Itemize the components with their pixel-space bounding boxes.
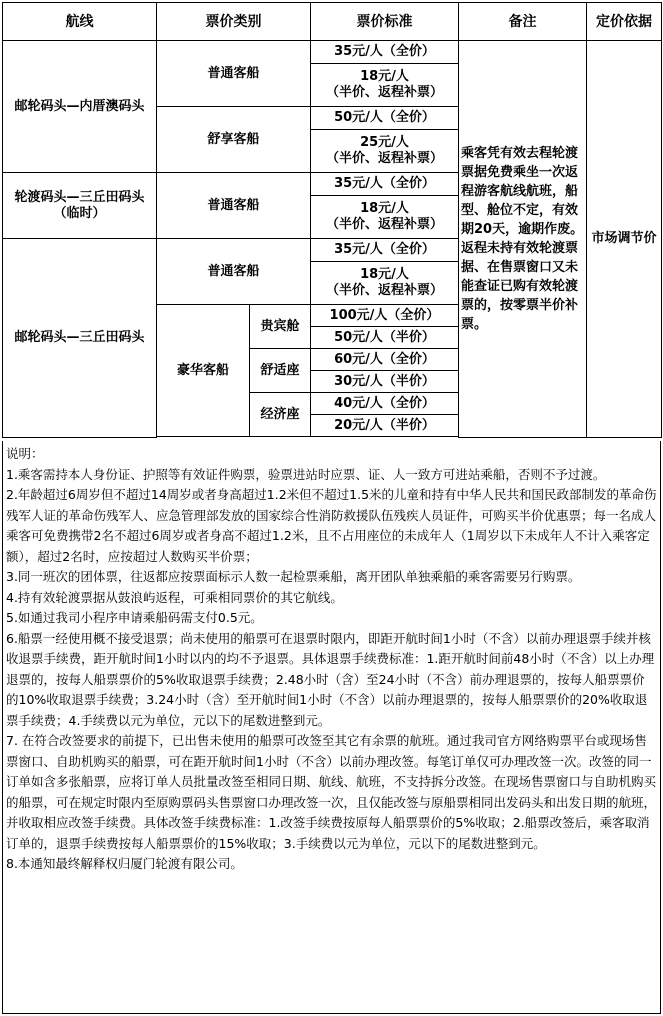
- note-6: 6.船票一经使用概不接受退票；尚未使用的船票可在退票时限内，即距开航时间1小时（不含）以前办理退票手续并核收退票手续费，距开航时间1小时以内的均不予退票。具体退票手续费标准：1.距开航时间前48小时（不含）以上办理退票的，按每人船票票价的5%收取退票手续费；2.48小时（含）至24小时（不含）前办理退票的，按每人船票票价的10%收取退票手续费；3.24小时（含）至开航时间1小时（不含）以前办理退票的，按每人船票票价的20%收取退票手续费；4.手续费以元为单位，元以下的尾数进整到元。: [6, 630, 655, 728]
- price-25-line2: （半价、返程补票）: [325, 151, 443, 166]
- route-3: 邮轮码头—三丘田码头: [3, 239, 157, 438]
- price-25-line1: 25元/人: [360, 135, 409, 150]
- header-route: 航线: [3, 3, 157, 41]
- note-1: 1.乘客需持本人身份证、护照等有效证件购票，验票进站时应票、证、人一致方可进站乘船，否则不予过渡。: [6, 466, 606, 482]
- price-25-half: [311, 130, 459, 173]
- price-18-r2-line2: （半价、返程补票）: [325, 217, 443, 232]
- header-price: 票价标准: [311, 3, 459, 41]
- seat-economy: 经济座: [250, 393, 311, 437]
- header-row: [3, 3, 662, 41]
- basis-cell: [587, 41, 662, 438]
- route-2: [3, 173, 157, 239]
- price-35-full-r2: 35元/人（全价）: [311, 173, 459, 196]
- price-40: 40元/人（全价）: [311, 393, 459, 415]
- header-class: 票价类别: [157, 3, 311, 41]
- class-ordinary-r2: 普通客船: [157, 173, 311, 239]
- price-100: 100元/人（全价）: [311, 305, 459, 327]
- price-50-half: 50元/人（半价）: [311, 327, 459, 349]
- price-18-line2: （半价、返程补票）: [325, 85, 443, 100]
- notes-section: [2, 441, 661, 1014]
- remark-text: 乘客凭有效去程轮渡票据免费乘坐一次返程游客航线航班，船型、舱位不定，有效期20天，逾期作废。返程未持有效轮渡票据、在售票窗口又未能查证已购有效轮渡票的，按零票半价补票。: [461, 145, 584, 332]
- class-luxury: 豪华客船: [157, 305, 250, 437]
- price-60: 60元/人（全价）: [311, 349, 459, 371]
- class-ordinary-r1: 普通客船: [157, 41, 311, 107]
- note-5: 5.如通过我司小程序申请乘船码需支付0.5元。: [6, 610, 263, 625]
- price-18-r3-line2: （半价、返程补票）: [325, 283, 443, 298]
- seat-vip: 贵宾舱: [250, 305, 311, 349]
- price-20: 20元/人（半价）: [311, 415, 459, 437]
- price-30: 30元/人（半价）: [311, 371, 459, 393]
- route-1: 邮轮码头—内厝澳码头: [3, 41, 157, 173]
- header-basis: 定价依据: [587, 3, 662, 41]
- route-2-name: 轮渡码头—三丘田码头: [14, 189, 145, 205]
- route-2-sub: （临时）: [53, 205, 106, 221]
- note-4: 4.持有效轮渡票据从鼓浪屿返程，可乘相同票价的其它航线。: [6, 589, 343, 605]
- price-18-half-r2: [311, 196, 459, 239]
- price-18-half-r3: [311, 262, 459, 305]
- price-50-full: 50元/人（全价）: [311, 107, 459, 130]
- header-remark: 备注: [459, 3, 587, 41]
- price-18-r2-line1: 18元/人: [360, 201, 409, 216]
- seat-comfort: 舒适座: [250, 349, 311, 393]
- price-18-line1: 18元/人: [360, 69, 409, 84]
- price-18-r3-line1: 18元/人: [360, 267, 409, 282]
- note-8: 8.本通知最终解释权归厦门轮渡有限公司。: [6, 856, 243, 871]
- notes-title: 说明：: [6, 446, 44, 461]
- price-35-full: 35元/人（全价）: [311, 41, 459, 64]
- note-7: 7. 在符合改签要求的前提下，已出售未使用的船票可改签至其它有余票的航班。通过我司官方网络购票平台或现场售票窗口、自助机购买的船票，可在距开航时间1小时（不含）以前办理改签。每笔订单仅可办理改签一次。改签的同一订单如含多张船票，应将订单人员批量改签至相同日期、航线、航班，不支持拆分改签。在现场售票窗口与自助机购买的船票，可在规定时限内至原购票码头售票窗口办理改签一次，且仅能改签与原船票相同出发码头和出发日期的航班，并收取相应改签手续费。具体改签手续费标准：1.改签手续费按原每人船票票价的5%收取；2.船票改签后，乘客取消订单的，退票手续费按每人船票票价的15%收取；3.手续费以元为单位，元以下的尾数进整到元。: [6, 733, 657, 851]
- note-3: 3.同一班次的团体票，往返都应按票面标示人数一起检票乘船，离开团队单独乘船的乘客需要另行购票。: [6, 569, 581, 584]
- fare-table: [2, 2, 662, 438]
- price-35-full-r3: 35元/人（全价）: [311, 239, 459, 262]
- note-2: 2.年龄超过6周岁但不超过14周岁或者身高超过1.2米但不超过1.5米的儿童和持有中华人民共和国民政部制发的革命伤残军人证的革命伤残军人、应急管理部发放的国家综合性消防救援队伍残疾人员证件，可购买半价优惠票；每一名成人乘客可免费携带2名不超过6周岁或者身高不超过1.2米，且不占用座位的未成年人（1周岁以下未成年人不计入乘客定额），超过2名时，应按超过人数购买半价票；: [6, 487, 657, 564]
- price-18-half: [311, 64, 459, 107]
- class-ordinary-r3: 普通客船: [157, 239, 311, 305]
- class-comfort: 舒享客船: [157, 107, 311, 173]
- remark-cell: [459, 41, 587, 438]
- basis-text: 市场调节价: [591, 230, 657, 246]
